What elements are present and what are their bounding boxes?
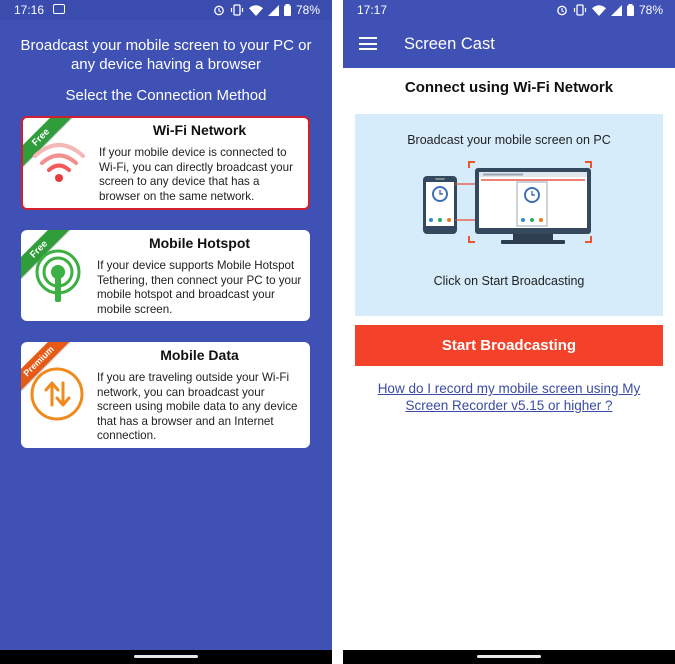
wifi-signal-icon	[249, 5, 263, 16]
card-description: If you are traveling outside your Wi-Fi network, you can broadcast your screen using mobile data to any device that has a browser and an Internet connection.	[97, 371, 298, 443]
broadcast-header: Broadcast your mobile screen to your PC or any device having a browser	[20, 37, 312, 73]
status-time: 17:16	[14, 3, 45, 17]
card-description: If your mobile device is connected to Wi-Fi, you can directly broadcast your screen to any device that has a browser on the same network.	[99, 146, 293, 203]
hotspot-icon	[27, 246, 87, 308]
phone-to-pc-illustration	[421, 160, 599, 248]
navigation-bar	[343, 650, 675, 664]
battery-percent: 78%	[295, 3, 320, 17]
connection-card-wifi[interactable]	[21, 116, 310, 210]
battery-icon	[627, 4, 634, 16]
battery-percent: 78%	[638, 3, 663, 17]
status-icons	[213, 2, 320, 18]
record-help-link[interactable]: How do I record my mobile screen using My Screen Recorder v5.15 or higher ?	[377, 381, 641, 413]
cell-signal-icon	[268, 5, 279, 16]
right-screen	[343, 0, 675, 664]
screenshot-notification-icon	[53, 4, 65, 14]
left-screen	[0, 0, 332, 664]
navigation-bar	[0, 650, 332, 664]
card-title: Wi-Fi Network	[152, 122, 247, 138]
app-bar	[343, 20, 675, 68]
connect-title: Connect using Wi-Fi Network	[404, 79, 614, 96]
select-method-label: Select the Connection Method	[65, 87, 267, 104]
home-gesture-handle[interactable]	[134, 655, 198, 658]
status-icons	[556, 2, 663, 18]
wifi-signal-icon	[592, 5, 606, 16]
preview-hint: Click on Start Broadcasting	[433, 274, 585, 288]
alarm-icon	[556, 4, 568, 16]
start-broadcasting-button[interactable]: Start Broadcasting	[355, 325, 663, 366]
card-title: Mobile Data	[160, 347, 239, 363]
free-badge: Free	[21, 230, 73, 283]
connection-card-hotspot[interactable]	[21, 230, 310, 321]
status-time: 17:17	[357, 3, 388, 17]
preview-caption: Broadcast your mobile screen on PC	[407, 133, 611, 147]
home-gesture-handle[interactable]	[477, 655, 541, 658]
connection-card-mobile-data[interactable]	[21, 342, 310, 448]
wifi-icon	[29, 140, 89, 188]
premium-badge: Premium	[21, 342, 73, 395]
vibrate-icon	[230, 4, 244, 16]
battery-icon	[284, 4, 291, 16]
screen-divider	[332, 0, 343, 664]
hamburger-menu-icon[interactable]	[359, 37, 377, 50]
data-transfer-icon	[27, 364, 87, 424]
free-badge: Free	[21, 116, 75, 171]
vibrate-icon	[573, 4, 587, 16]
card-description: If your device supports Mobile Hotspot Tethering, then connect your PC to your mobile hotspot and broadcast your mobile screen.	[97, 259, 302, 316]
card-title: Mobile Hotspot	[148, 235, 251, 251]
broadcast-preview-panel	[355, 114, 663, 316]
status-bar	[0, 0, 332, 20]
status-bar	[343, 0, 675, 20]
alarm-icon	[213, 4, 225, 16]
app-title: Screen Cast	[404, 35, 495, 53]
cell-signal-icon	[611, 5, 622, 16]
